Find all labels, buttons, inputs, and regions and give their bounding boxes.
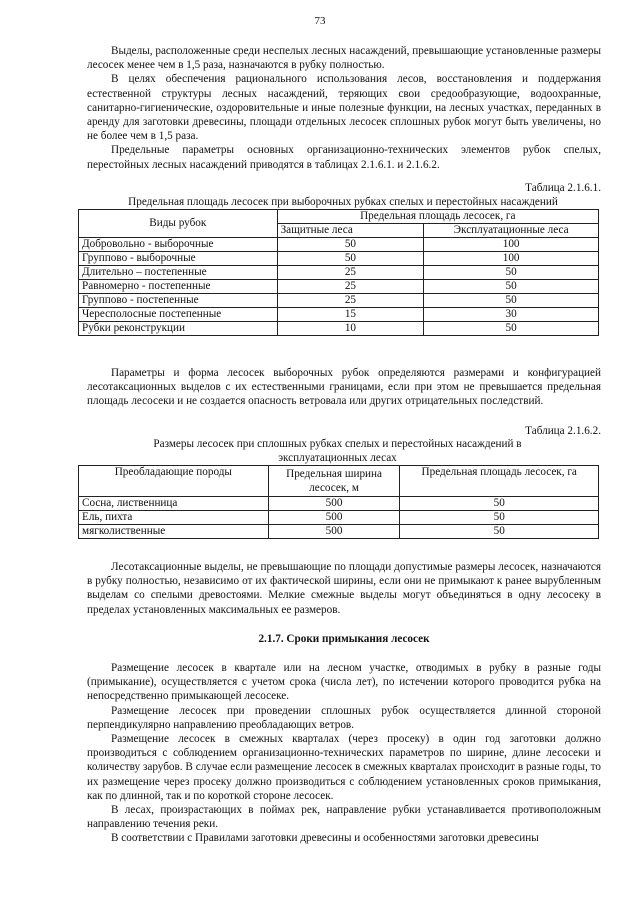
row-name: Группово - постепенные: [79, 294, 278, 308]
row-name: мягколиственные: [79, 525, 269, 539]
paragraph: Размещение лесосек в квартале или на лесном участке, отводимых в рубку в разные годы (примыкание), осуществляется с учетом срока (числа лет), по истечении которого проводится рубка на непосредственно примыкающей лесосеке.: [87, 662, 601, 703]
table2-label: Таблица 2.1.6.2.: [525, 425, 601, 437]
bottom-section: [87, 661, 601, 846]
paragraph: В соответствии с Правилами заготовки древесины и особенностями заготовки древесины: [111, 832, 539, 845]
table2-container: [78, 465, 599, 539]
section-heading: 2.1.7. Сроки примыкания лесосек: [258, 633, 430, 645]
table-row: [79, 238, 599, 252]
table1-container: [78, 209, 599, 336]
table-row: [79, 308, 599, 322]
row-protect: 25: [277, 280, 424, 294]
page-number: 73: [314, 15, 326, 27]
row-exploit: 50: [424, 266, 599, 280]
table2-header-width: Предельная ширина лесосек, м: [268, 466, 400, 497]
row-name: Рубки реконструкции: [79, 322, 278, 336]
intro-section: [87, 44, 601, 172]
row-protect: 10: [277, 322, 424, 336]
paragraph: В лесах, произрастающих в поймах рек, направление рубки устанавливается противоположным направлению течения реки.: [87, 804, 601, 831]
row-name: Добровольно - выборочные: [79, 238, 278, 252]
after-table2-section: [87, 560, 601, 617]
row-exploit: 100: [424, 252, 599, 266]
paragraph: В целях обеспечения рационального использования лесов, восстановления и поддержания естественной структуры лесных насаждений, теряющих свои средообразующие, водоохранные, санитарно-гигиенические, оздоровительные и иные полезные функции, на лесных участках, переданных в аренду для заготовки древесины, площади отдельных лесосек сплошных рубок могут быть увеличены, но не более чем в 1,5 раза.: [87, 73, 601, 143]
table-row: [79, 280, 599, 294]
table1-header-group: Предельная площадь лесосек, га: [277, 210, 598, 224]
row-protect: 25: [277, 294, 424, 308]
paragraph: Размещение лесосек в смежных кварталах (через просеку) в один год заготовки должно производиться с соблюдением организационно-технических параметров по ширине, длине лесосеки и количеству зарубов. В случае если размещение лесосек в смежных кварталах происходит в разные годы, то их размещение через просеку должно производиться с соблюдением установленных сроков примыкания, как по длинной, так и по короткой стороне лесосек.: [87, 733, 601, 802]
row-name: Группово - выборочные: [79, 252, 278, 266]
row-name: Ель, пихта: [79, 511, 269, 525]
row-name: Чересполосные постепенные: [79, 308, 278, 322]
table-row: [79, 511, 599, 525]
table2: [78, 465, 599, 539]
paragraph: Предельные параметры основных организационно-технических элементов рубок спелых, перестойных лесных насаждений приводятся в таблицах 2.1.6.1. и 2.1.6.2.: [87, 144, 601, 171]
table2-header-area: Предельная площадь лесосек, га: [400, 466, 599, 497]
paragraph: Параметры и форма лесосек выборочных рубок определяются размерами и конфигурацией лесотаксационных выделов с их естественными границами, если при этом не превышается предельная площадь лесосеки и не создается опасность ветровала или других отрицательных последствий.: [87, 367, 601, 408]
row-name: Длительно – постепенные: [79, 266, 278, 280]
table2-caption: Размеры лесосек при сплошных рубках спелых и перестойных насаждений в эксплуатационных лесах: [153, 438, 522, 465]
row-exploit: 50: [424, 322, 599, 336]
row-name: Равномерно - постепенные: [79, 280, 278, 294]
table-row: [79, 525, 599, 539]
row-protect: 50: [277, 238, 424, 252]
paragraph: Размещение лесосек при проведении сплошных рубок осуществляется длинной стороной перпендикулярно направлению преобладающих ветров.: [87, 704, 601, 731]
table-row: [79, 252, 599, 266]
row-protect: 25: [277, 266, 424, 280]
table1-header-type: Виды рубок: [79, 210, 278, 238]
row-name: Сосна, лиственница: [79, 497, 269, 511]
paragraph: Лесотаксационные выделы, не превышающие по площади допустимые размеры лесосек, назначаются в рубку полностью, независимо от их фактической ширины, если они не примыкают к ранее вырубленным выделам со спелыми древостоями. Мелкие смежные выделы могут объединяться в одну лесосеку в пределах установленных максимальных ее размеров.: [87, 561, 601, 616]
row-width: 500: [268, 511, 400, 525]
table1-caption: Предельная площадь лесосек при выборочных рубках спелых и перестойных насаждений: [128, 196, 558, 208]
row-protect: 15: [277, 308, 424, 322]
table1-header-exploit: Эксплуатационные леса: [424, 224, 599, 238]
row-width: 500: [268, 525, 400, 539]
row-exploit: 50: [424, 280, 599, 294]
row-protect: 50: [277, 252, 424, 266]
row-exploit: 100: [424, 238, 599, 252]
table-row: [79, 497, 599, 511]
table1-header-protect: Защитные леса: [277, 224, 424, 238]
table1: [78, 209, 599, 336]
row-exploit: 30: [424, 308, 599, 322]
table2-header-species: Преобладающие породы: [79, 466, 269, 497]
table1-label: Таблица 2.1.6.1.: [525, 182, 601, 194]
row-width: 500: [268, 497, 400, 511]
row-area: 50: [400, 497, 599, 511]
mid-section: [87, 366, 601, 409]
table-row: [79, 266, 599, 280]
table-row: [79, 322, 599, 336]
row-exploit: 50: [424, 294, 599, 308]
paragraph: Выделы, расположенные среди неспелых лесных насаждений, превышающие установленные размеры лесосек менее чем в 1,5 раза, назначаются в рубку полностью.: [87, 45, 601, 72]
row-area: 50: [400, 511, 599, 525]
table-row: [79, 294, 599, 308]
row-area: 50: [400, 525, 599, 539]
